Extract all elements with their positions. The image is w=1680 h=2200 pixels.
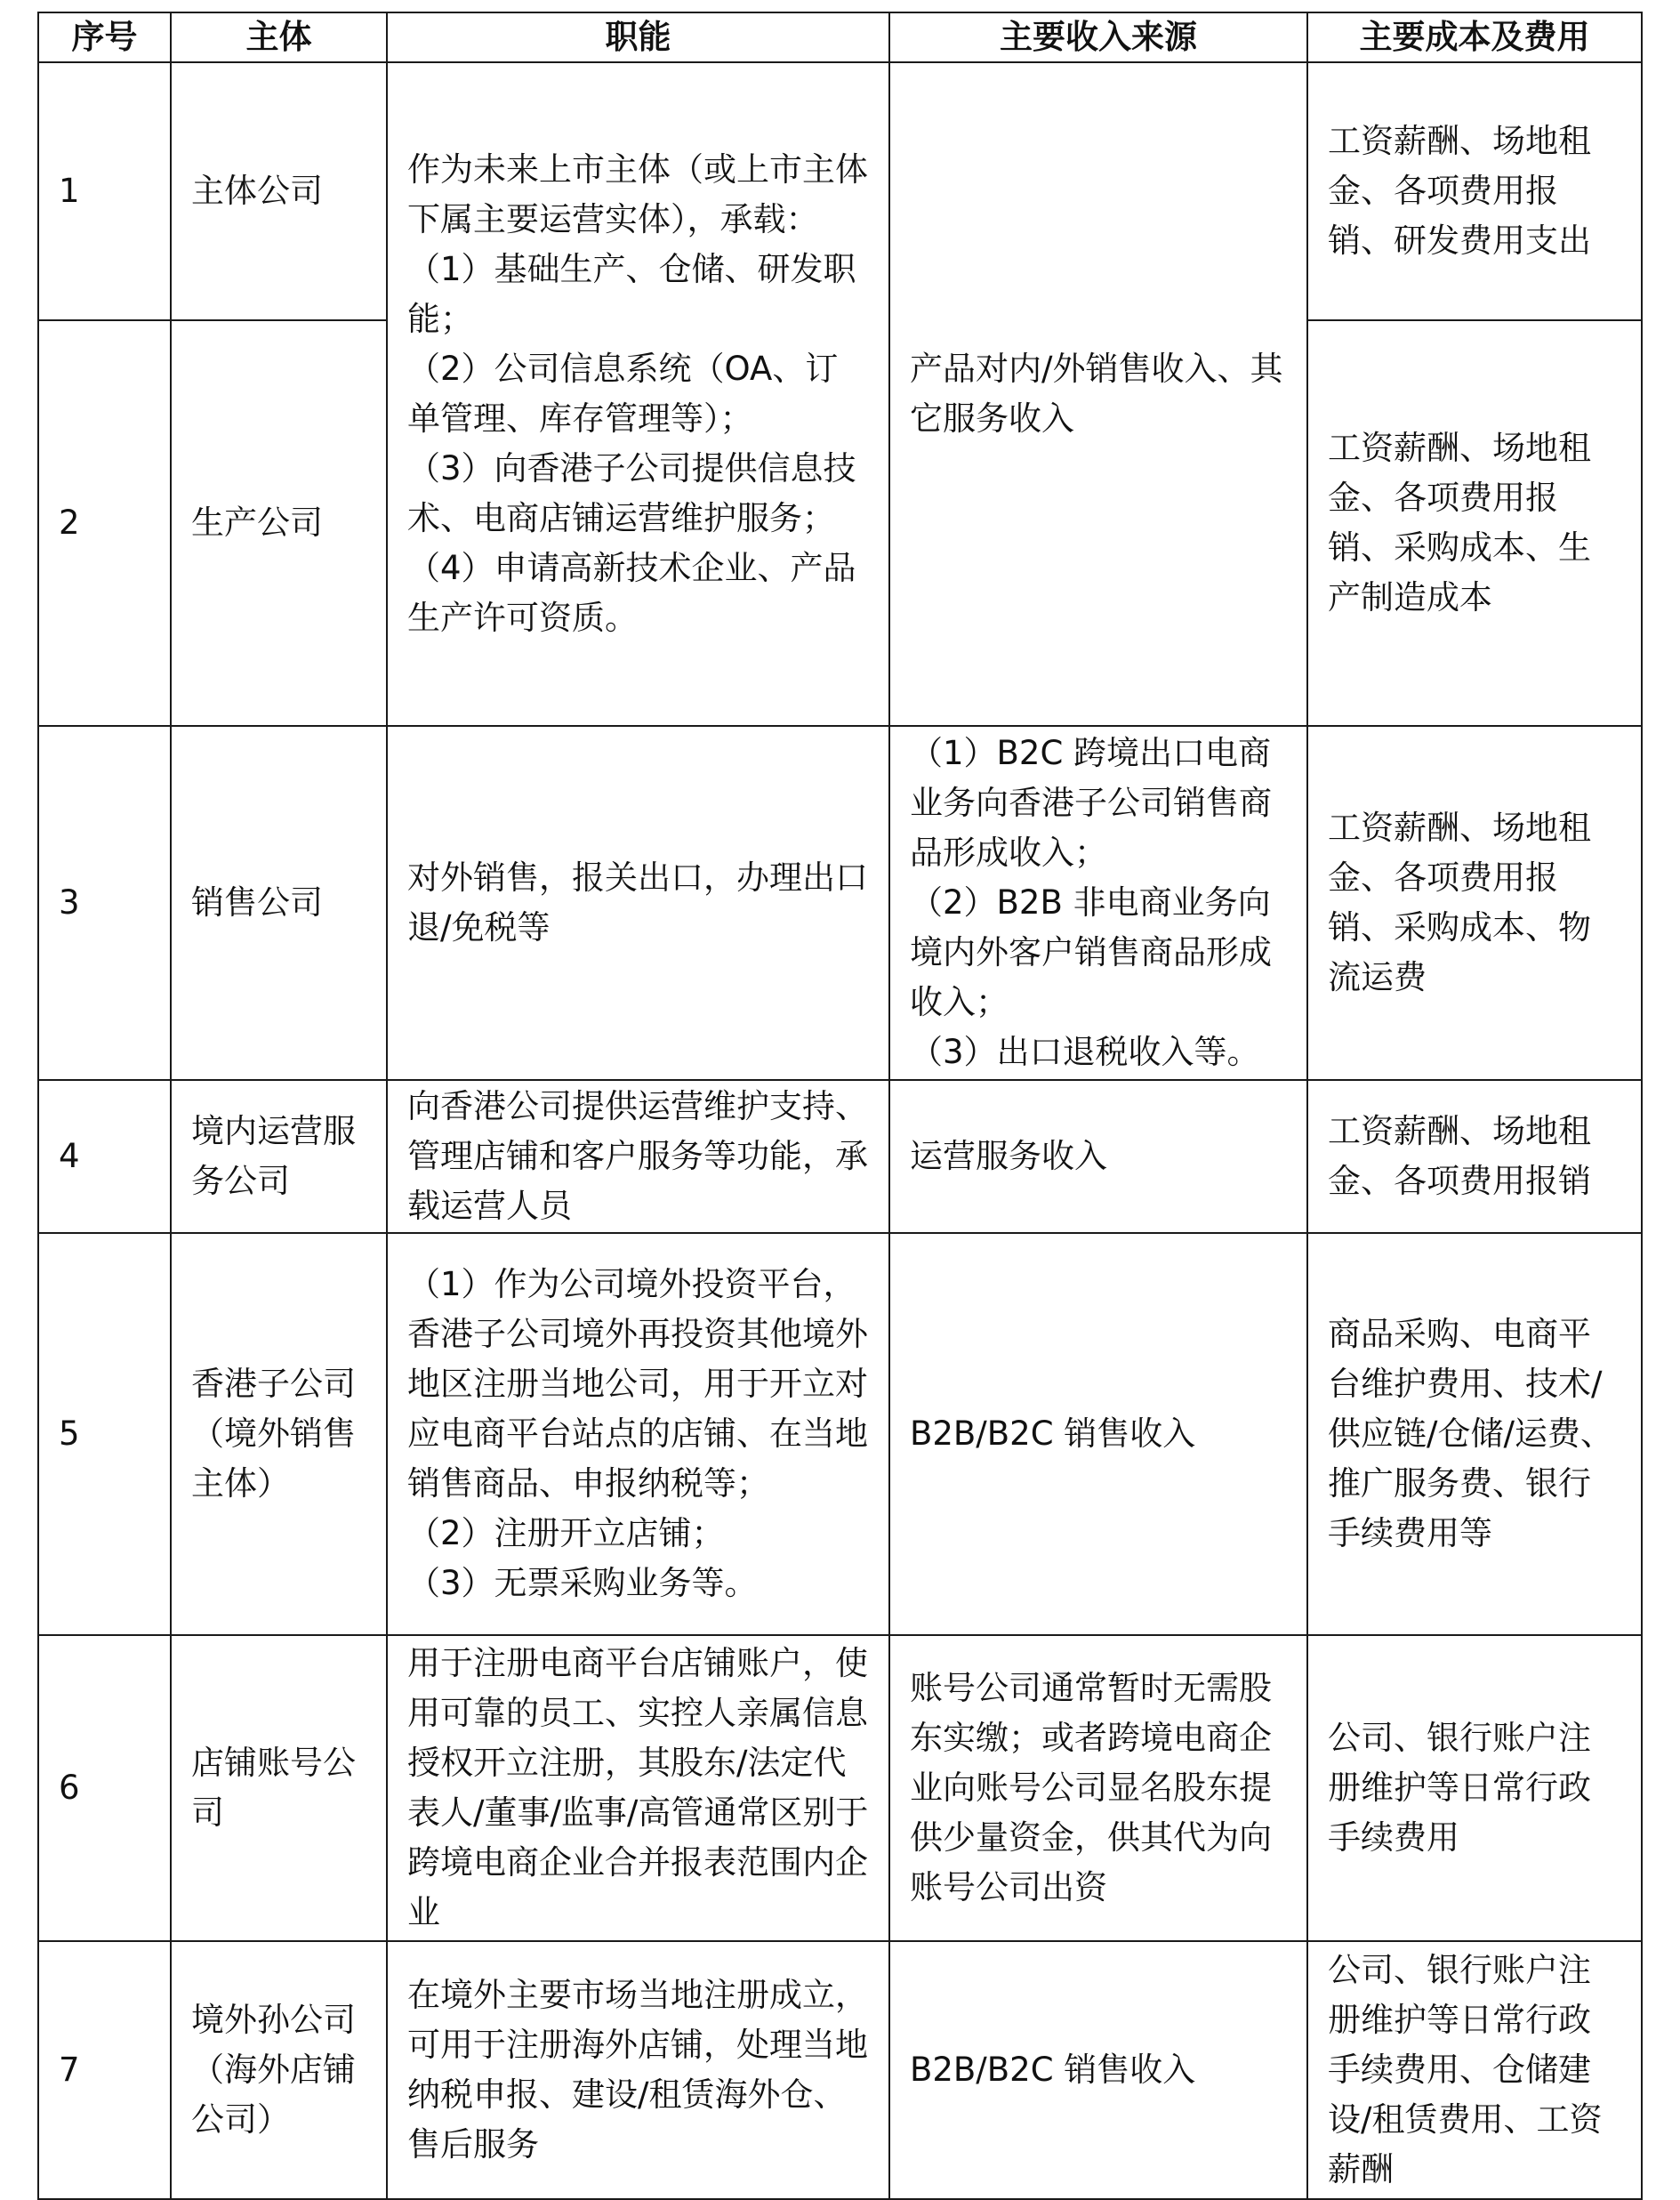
row-function: 用于注册电商平台店铺账户，使用可靠的员工、实控人亲属信息授权开立注册，其股东/法定代表人/董事/监事/高管通常区别于跨境电商企业合并报表范围内企业 xyxy=(387,1635,889,1941)
row-no: 7 xyxy=(38,1941,171,2199)
row-no: 4 xyxy=(38,1080,171,1233)
row-entity: 销售公司 xyxy=(171,726,387,1080)
row-entity: 生产公司 xyxy=(171,320,387,726)
row-function: 向香港公司提供运营维护支持、管理店铺和客户服务等功能，承载运营人员 xyxy=(387,1080,889,1233)
row-income: 产品对内/外销售收入、其它服务收入 xyxy=(889,62,1307,726)
row-income: B2B/B2C 销售收入 xyxy=(889,1233,1307,1635)
table-row xyxy=(38,62,1642,320)
row-income: 运营服务收入 xyxy=(889,1080,1307,1233)
table-row xyxy=(38,1233,1642,1635)
row-function: 在境外主要市场当地注册成立，可用于注册海外店铺，处理当地纳税申报、建设/租赁海外仓、售后服务 xyxy=(387,1941,889,2199)
row-cost: 工资薪酬、场地租金、各项费用报销、采购成本、物流运费 xyxy=(1307,726,1642,1080)
row-entity: 香港子公司（境外销售主体） xyxy=(171,1233,387,1635)
row-function: （1）作为公司境外投资平台，香港子公司境外再投资其他境外地区注册当地公司，用于开立对应电商平台站点的店铺、在当地销售商品、申报纳税等； （2）注册开立店铺； （3）无票采购业务等。 xyxy=(387,1233,889,1635)
row-cost: 公司、银行账户注册维护等日常行政手续费用 xyxy=(1307,1635,1642,1941)
header-entity: 主体 xyxy=(171,12,387,62)
row-no: 3 xyxy=(38,726,171,1080)
row-no: 1 xyxy=(38,62,171,320)
row-income: （1）B2C 跨境出口电商业务向香港子公司销售商品形成收入； （2）B2B 非电商业务向境内外客户销售商品形成收入； （3）出口退税收入等。 xyxy=(889,726,1307,1080)
header-no: 序号 xyxy=(38,12,171,62)
table-row xyxy=(38,1635,1642,1941)
row-income: 账号公司通常暂时无需股东实缴；或者跨境电商企业向账号公司显名股东提供少量资金，供其代为向账号公司出资 xyxy=(889,1635,1307,1941)
row-entity: 店铺账号公司 xyxy=(171,1635,387,1941)
row-no: 5 xyxy=(38,1233,171,1635)
row-no: 6 xyxy=(38,1635,171,1941)
row-entity: 境内运营服务公司 xyxy=(171,1080,387,1233)
row-no: 2 xyxy=(38,320,171,726)
header-function: 职能 xyxy=(387,12,889,62)
row-function: 作为未来上市主体（或上市主体下属主要运营实体），承载： （1）基础生产、仓储、研发职能； （2）公司信息系统（OA、订单管理、库存管理等）； （3）向香港子公司提供信息技术、电商店铺运营维护服务； （4）申请高新技术企业、产品生产许可资质。 xyxy=(387,62,889,726)
row-function: 对外销售，报关出口，办理出口退/免税等 xyxy=(387,726,889,1080)
row-cost: 商品采购、电商平台维护费用、技术/供应链/仓储/运费、推广服务费、银行手续费用等 xyxy=(1307,1233,1642,1635)
header-cost: 主要成本及费用 xyxy=(1307,12,1642,62)
entity-function-table xyxy=(37,12,1643,2200)
row-entity: 境外孙公司（海外店铺公司） xyxy=(171,1941,387,2199)
row-entity: 主体公司 xyxy=(171,62,387,320)
row-cost: 工资薪酬、场地租金、各项费用报销 xyxy=(1307,1080,1642,1233)
table-row xyxy=(38,1941,1642,2199)
header-income: 主要收入来源 xyxy=(889,12,1307,62)
row-cost: 工资薪酬、场地租金、各项费用报销、研发费用支出 xyxy=(1307,62,1642,320)
table-header-row xyxy=(38,12,1642,62)
table-row xyxy=(38,726,1642,1080)
row-income: B2B/B2C 销售收入 xyxy=(889,1941,1307,2199)
table-row xyxy=(38,1080,1642,1233)
row-cost: 公司、银行账户注册维护等日常行政手续费用、仓储建设/租赁费用、工资薪酬 xyxy=(1307,1941,1642,2199)
row-cost: 工资薪酬、场地租金、各项费用报销、采购成本、生产制造成本 xyxy=(1307,320,1642,726)
